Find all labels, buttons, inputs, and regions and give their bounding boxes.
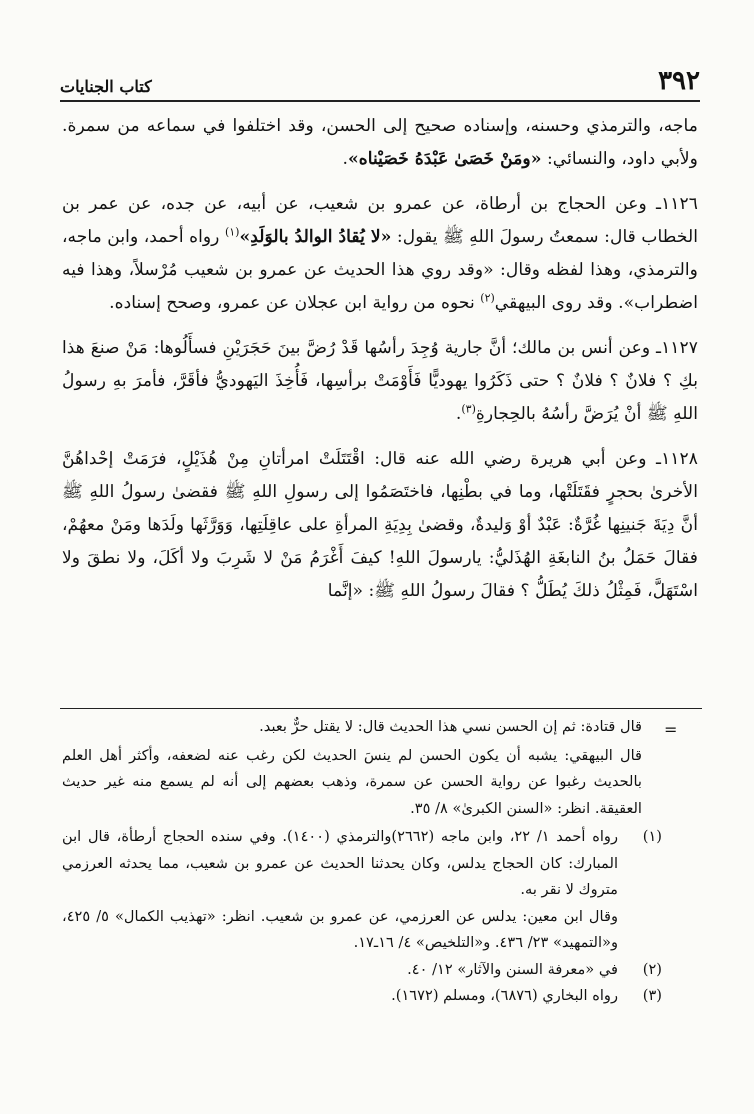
hadith-quote: «لا يُقادُ الوالدُ بالوَلَدِ» (239, 227, 392, 247)
footnote-ref-3[interactable]: (٣) (461, 402, 476, 416)
footnote-continuation: قال قتادة: ثم إن الحسن نسي هذا الحديث قال: لا يقتل حرٌّ بعبد. (259, 718, 642, 735)
paragraph-continuation: ماجه، والترمذي وحسنه، وإسناده صحيح إلى الحسن، وقد اختلفوا في سماعه من سمرة. ولأبي داود، والنسائي: «ومَنْ خَصَىٰ عَبْدَهُ خَصَيْناه». (62, 116, 698, 169)
footnote-text: في «معرفة السنن والآثار» ١٢/ ٤٠. (407, 960, 618, 978)
footnote-3 (62, 983, 662, 1010)
book-title: كتاب الجنايات (60, 77, 152, 96)
footnote-text: رواه البخاري (٦٨٧٦)، ومسلم (١٦٧٢). (391, 987, 618, 1004)
hadith-text: أنَّ جارية وُجِدَ رأسُها قَدْ رُضَّ بينَ حَجَرَيْنِ فسأَلُوها: مَنْ صنعَ هذا بكِ ؟ فلانٌ ؟ فلانٌ ؟ حتى ذَكَرُوا يهوديًّا فَأَوْمَتْ برأسِها، فَأُخِذَ اليَهوديُّ فأقَرَّ، فأمرَ بهِ رسولُ اللهِ ﷺ أنْ يُرَضَّ رأسُهُ بالحِجارةِ (62, 338, 698, 424)
footnote-ref-2[interactable]: (٢) (480, 291, 495, 305)
hadith-1128: ١١٢٨ـ وعن أبي هريرة رضي الله عنه قال: اقْتَتَلَتْ امرأتانِ مِنْ هُذَيْلٍ، فرَمَتْ إحْداهُنَّ الأخرىٰ بحجرٍ فقَتَلَتْها، وما في بطْنِها، فاختَصَمُوا إلى رسولِ اللهِ ﷺ فقضىٰ رسولُ اللهِ ﷺ أنَّ دِيَةَ جَنينِها غُرَّةٌ: عَبْدٌ أوْ وَليدةٌ، وقضىٰ بِدِيَةِ المرأةِ على عاقِلَتِها، وَوَرَّثَها ولَدَها ومَنْ معهُمْ، فقالَ حَمَلُ بنُ النابغَةِ الهُذَليُّ: يارسولَ اللهِ! كيفَ أَغْرَمُ مَنْ لا شَرِبَ ولا أكَلَ، ولا نطقَ ولا اسْتَهَلَّ، فَمِثْلُ ذلكَ يُطَلُّ ؟ فقالَ رسولُ اللهِ ﷺ: «إنَّما (62, 449, 698, 601)
hadith-1126: ١١٢٦ـ وعن الحجاج بن أرطاة، عن عمرو بن شعيب، عن أبيه، عن جده، عن عمر بن الخطاب قال: سمعتُ رسولَ اللهِ ﷺ يقول: «لا يُقادُ الوالدُ بالوَلَدِ»$^{(١)}$ رواه أحمد، وابن ماجه، والترمذي، وهذا لفظه وقال: «وقد روي هذا الحديث عن عمرو بن شعيب مُرْسلاً، وهذا فيه اضطراب». وقد روى البيهقي$^{(٢)}$ نحوه من رواية ابن عجلان عن عمرو، وصحح إسناده. (62, 194, 698, 313)
footnote-2 (62, 957, 662, 984)
footnote-divider (60, 708, 702, 709)
hadith-text: اقْتَتَلَتْ امرأتانِ مِنْ هُذَيْلٍ، فرَمَتْ إحْداهُنَّ الأخرىٰ بحجرٍ فقَتَلَتْها، وما في بطْنِها، فاختَصَمُوا إلى رسولِ اللهِ ﷺ فقضىٰ رسولُ اللهِ ﷺ أنَّ دِيَةَ جَنينِها غُرَّةٌ: عَبْدٌ أوْ وَليدةٌ، وقضىٰ بِدِيَةِ المرأةِ على عاقِلَتِها، وَوَرَّثَها ولَدَها ومَنْ معهُمْ، فقالَ حَمَلُ بنُ النابغَةِ الهُذَليُّ: يارسولَ اللهِ! كيفَ أَغْرَمُ مَنْ لا شَرِبَ ولا أكَلَ، ولا نطقَ ولا اسْتَهَلَّ، فَمِثْلُ ذلكَ يُطَلُّ ؟ فقالَ رسولُ اللهِ ﷺ: «إنَّما (62, 449, 698, 601)
page-header (60, 62, 700, 102)
footnote-number: (١) (642, 828, 662, 845)
footnotes (62, 714, 662, 1010)
footnote-ref-1[interactable]: (١) (224, 225, 240, 239)
footnote-continuation: قال البيهقي: يشبه أن يكون الحسن لم ينسَ الحديث لكن رغب عنه لضعفه، وأكثر أهل العلم بالحديث رغبوا عن رواية الحسن عن سمرة، وذهب بعضهم إلى أنه لم يسمع منه غير حديث العقيقة. انظر: «السنن الكبرىٰ» ٨/ ٣٥. (62, 746, 642, 817)
footnote-number: (٣) (642, 987, 662, 1004)
main-text (62, 110, 698, 620)
footnote-1-extra: وقال ابن معين: يدلس عن العرزمي، عن عمرو بن شعيب. انظر: «تهذيب الكمال» ٥/ ٤٢٥، و«التمهيد» ٢٣/ ٤٣٦. و«التلخيص» ٤/ ١٦ـ١٧. (62, 907, 618, 951)
continuation-mark: = (664, 720, 678, 739)
hadith-quote: «ومَنْ خَصَىٰ عَبْدَهُ خَصَيْناه» (347, 149, 542, 169)
footnote-1 (62, 824, 662, 904)
footnote-number: (٢) (642, 960, 662, 978)
footnote-text: رواه أحمد ١/ ٢٢، وابن ماجه (٢٦٦٢)والترمذي (١٤٠٠). وفي سنده الحجاج أرطأة، قال ابن المبارك: كان الحجاج يدلس، وكان يحدثنا الحديث عن عمرو بن شعيب، مما يحدثه العرزمي متروك لا نقر به. (62, 828, 618, 898)
page-number: ٣٩٢ (658, 66, 700, 96)
hadith-1127: ١١٢٧ـ وعن أنس بن مالك؛ أنَّ جارية وُجِدَ رأسُها قَدْ رُضَّ بينَ حَجَرَيْنِ فسأَلُوها: مَنْ صنعَ هذا بكِ ؟ فلانٌ ؟ فلانٌ ؟ حتى ذَكَرُوا يهوديًّا فَأَوْمَتْ برأسِها، فَأُخِذَ اليَهوديُّ فأقَرَّ، فأمرَ بهِ رسولُ اللهِ ﷺ أنْ يُرَضَّ رأسُهُ بالحِجارةِ$^{(٣)}$. (62, 338, 699, 424)
